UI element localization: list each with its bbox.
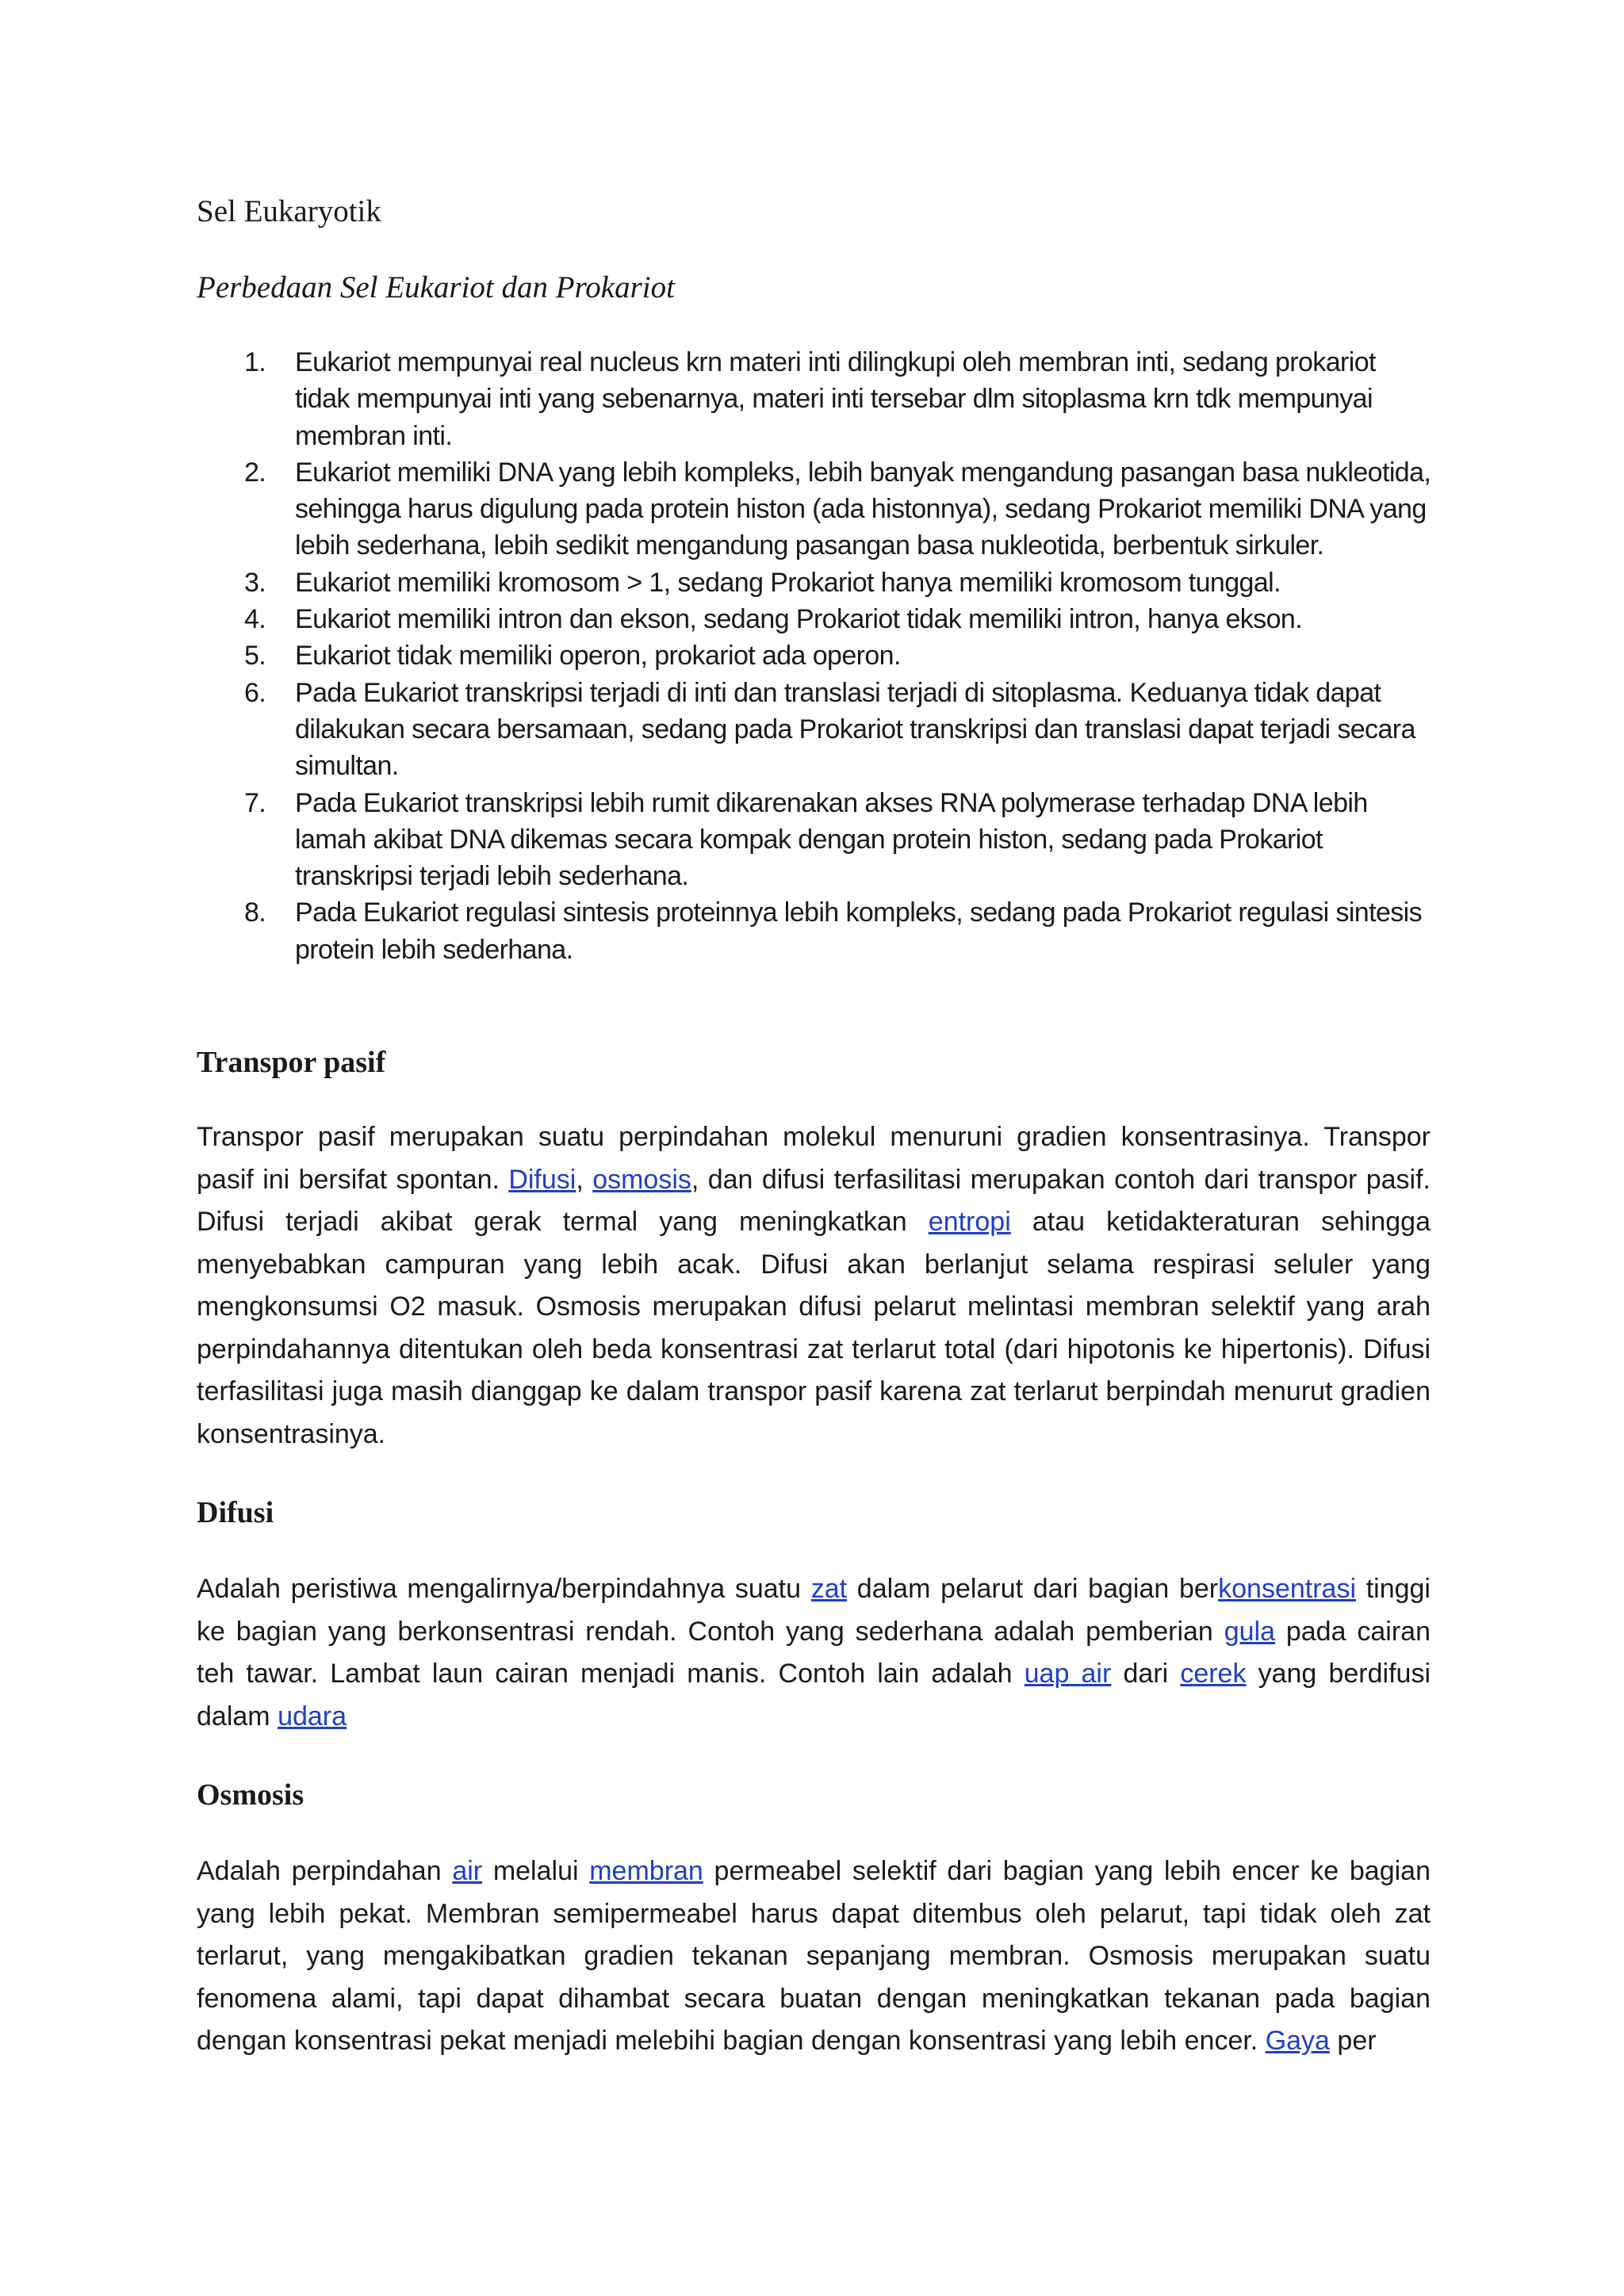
list-number: 1. [244,347,266,377]
paragraph-text: dari [1111,1659,1181,1689]
list-item [197,675,1434,785]
paragraph-text: Adalah peristiwa mengalirnya/berpindahnya suatu [197,1574,811,1604]
list-number: 4. [244,604,266,635]
list-number: 8. [244,897,266,928]
list-text: Pada Eukariot regulasi sintesis proteinnya lebih kompleks, sedang pada Prokariot regulasi sintesis protein lebih sederhana. [295,897,1423,965]
differences-list [197,344,1434,968]
cerek-link[interactable]: cerek [1180,1659,1247,1689]
list-number: 2. [244,457,266,488]
paragraph-text: yang berdifusi dalam [197,1659,1431,1732]
page-title: Sel Eukaryotik [197,194,381,228]
difusi-heading: Difusi [197,1496,274,1529]
difusi-link[interactable]: Difusi [508,1164,576,1195]
list-item [197,894,1434,968]
difusi-paragraph [197,1568,1431,1738]
osmosis-link[interactable]: osmosis [592,1164,691,1195]
zat-link[interactable]: zat [810,1574,848,1604]
paragraph-text: melalui [482,1856,590,1886]
list-text: Pada Eukariot transkripsi terjadi di inti dan translasi terjadi di sitoplasma. Keduanya tidak dapat dilakukan secara bersamaan, sedang pada Prokariot transkripsi dan translasi dapat terjadi secara simultan. [295,677,1415,782]
list-item [197,601,1434,637]
osmosis-heading: Osmosis [197,1778,304,1812]
list-number: 3. [244,567,266,598]
list-text: Pada Eukariot transkripsi lebih rumit dikarenakan akses RNA polymerase terhadap DNA lebih lamah akibat DNA dikemas secara kompak dengan protein histon, sedang pada Prokariot transkripsi terjadi lebih sederhana. [295,787,1368,892]
list-text: Eukariot mempunyai real nucleus krn materi inti dilingkupi oleh membran inti, sedang prokariot tidak mempunyai inti yang sebenarnya, materi inti tersebar dlm sitoplasma krn tdk mempunyai membran inti. [295,347,1376,451]
list-text: Eukariot memiliki DNA yang lebih kompleks, lebih banyak mengandung pasangan basa nukleotida, sehingga harus digulung pada protein histon (ada histonnya), sedang Prokariot memiliki DNA yang lebih sederhana, lebih sedikit mengandung pasangan basa nukleotida, berbentuk sirkuler. [295,457,1431,561]
paragraph-text: Transpor pasif merupakan suatu perpindahan molekul menuruni gradien konsentrasinya. Transpor pasif ini bersifat spontan. [197,1122,1431,1195]
paragraph-text: per [1329,2026,1377,2056]
paragraph-text: pada cairan teh tawar. Lambat laun cairan menjadi manis. Contoh lain adalah [197,1616,1431,1689]
list-item [197,637,1434,674]
list-item [197,564,1434,601]
gaya-link[interactable]: Gaya [1265,2026,1330,2056]
osmosis-paragraph [197,1850,1431,2063]
list-text: Eukariot memiliki kromosom > 1, sedang Prokariot hanya memiliki kromosom tunggal. [295,567,1281,598]
paragraph-text: , [576,1164,593,1195]
list-number: 5. [244,641,266,672]
transpor-pasif-heading: Transpor pasif [197,1046,386,1079]
page-subtitle: Perbedaan Sel Eukariot dan Prokariot [197,270,675,304]
paragraph-text: dalam pelarut dari bagian ber [847,1574,1219,1604]
transpor-pasif-paragraph [197,1116,1431,1456]
membran-link[interactable]: membran [589,1856,703,1886]
entropi-link[interactable]: entropi [928,1207,1011,1237]
list-text: Eukariot memiliki intron dan ekson, sedang Prokariot tidak memiliki intron, hanya ekson. [295,604,1303,635]
paragraph-text: Adalah perpindahan [197,1856,453,1886]
udara-link[interactable]: udara [278,1701,347,1732]
list-number: 7. [244,787,266,818]
paragraph-text: atau ketidakteraturan sehingga menyebabkan campuran yang lebih acak. Difusi akan berlanjut selama respirasi seluler yang mengkonsumsi O2 masuk. Osmosis merupakan difusi pelarut melintasi membran selektif yang arah perpindahannya ditentukan oleh beda konsentrasi zat terlarut total (dari hipotonis ke hipertonis). Difusi terfasilitasi juga masih dianggap ke dalam transpor pasif karena zat terlarut berpindah menurut gradien konsentrasinya. [197,1207,1431,1449]
paragraph-text: permeabel selektif dari bagian yang lebih encer ke bagian yang lebih pekat. Membran semipermeabel harus dapat ditembus oleh pelarut, tapi tidak oleh zat terlarut, yang mengakibatkan gradien tekanan sepanjang membran. Osmosis merupakan suatu fenomena alami, tapi dapat dihambat secara buatan dengan meningkatkan tekanan pada bagian dengan konsentrasi pekat menjadi melebihi bagian dengan konsentrasi yang lebih encer. [197,1856,1431,2056]
air-link[interactable]: air [452,1856,483,1886]
paragraph-text: tinggi ke bagian yang berkonsentrasi rendah. Contoh yang sederhana adalah pemberian [197,1574,1431,1647]
list-item [197,344,1434,454]
list-item [197,785,1434,895]
paragraph-text: , dan difusi terfasilitasi merupakan contoh dari transpor pasif. Difusi terjadi akibat gerak termal yang meningkatkan [197,1164,1431,1237]
konsentrasi-link[interactable]: konsentrasi [1218,1574,1356,1604]
uap-air-link[interactable]: uap air [1024,1659,1112,1689]
list-text: Eukariot tidak memiliki operon, prokariot ada operon. [295,641,901,672]
gula-link[interactable]: gula [1224,1616,1275,1647]
list-number: 6. [244,677,266,708]
list-item [197,454,1434,564]
